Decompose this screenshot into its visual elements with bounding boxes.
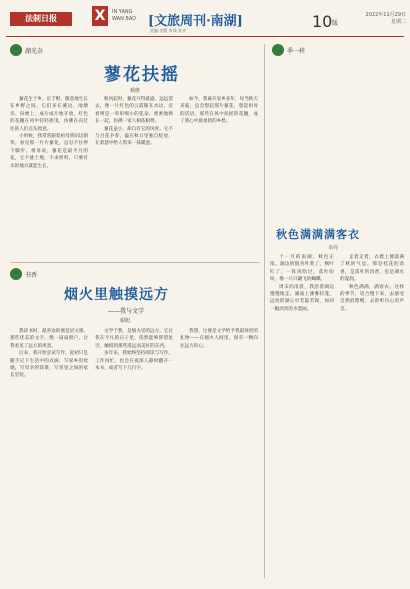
article3-paragraph-3: 走着走着，衣襟上便落满了秋的气息。那是桂花的余香，是落叶的清香，也是湖水的湿润。	[340, 255, 404, 283]
newspaper-logo: 法制日报	[10, 12, 72, 26]
article1-col-1	[10, 96, 88, 256]
article1-paragraph-4: 蓼花虽小，却自有它的风骨。它不与百花争春，偏在秋日里独自绽放，在萧瑟中给人带来一抹暖意。	[95, 126, 173, 147]
article1-paragraph-1: 蓼花生于乡，长于野，随意地生长在乡野之间。它们多在溪边、池塘旁、田埂上，成片成片地开放，红色的花穗在风中轻轻摇曳，仿佛在向过往的人们点头致意。	[10, 97, 88, 132]
article1-paragraph-5: 如今，我离开家乡多年，每当秋天来临，总会想起那片蓼花，想起祖母的话语。那些在风中扶摇的花穗，成了我心中最柔软的乡愁。	[180, 97, 258, 125]
article2-col-1	[10, 328, 88, 576]
article2-paragraph-1: 我读书时，最喜欢的便是语文课。那些优美的文字，像一扇扇窗户，让我看见了远方的风景。	[10, 329, 88, 349]
article-divider	[10, 262, 260, 263]
column-head-3	[272, 44, 305, 56]
date-line-2: 星期二	[390, 19, 406, 25]
article2-paragraph-4: 多年来，我始终坚持阅读与写作。工作再忙，也会在夜深人静时翻开一本书，或者写下几行字。	[95, 351, 173, 372]
article2-paragraph-5: 我想，这便是文学给予我最珍贵的礼物——在烟火人间里，保有一颗向往远方的心。	[180, 329, 258, 349]
column-head-2	[10, 268, 37, 280]
article2-subtitle: ——我与文学	[108, 308, 145, 315]
article2-col-2	[95, 328, 173, 576]
page-number: 10	[312, 12, 333, 31]
pinyin-name	[112, 9, 136, 23]
article3-author: 余亮	[328, 245, 339, 251]
article2-author: 谢旭	[120, 318, 131, 324]
section-title: [文旅周刊·南湖]	[148, 14, 243, 29]
article3-title: 秋色满满满客衣	[276, 228, 360, 241]
pinyin-line-1: IN YANG	[112, 9, 133, 15]
article3-paragraph-1: 十一月的南湖，秋色正浓。湖边的银杏叶黄了，枫叶红了，一阵风吹过，落叶纷纷，像一只只翩飞的蝴蝶。	[270, 255, 334, 283]
column-dot-icon	[10, 268, 22, 280]
header-rule	[6, 36, 404, 37]
article2-title: 烟火里触摸远方	[64, 287, 169, 303]
column-divider	[264, 44, 265, 578]
article3-col-1	[270, 254, 334, 578]
article2-paragraph-3: 文学于我，是烟火里的远方。它让我在平凡的日子里，依然能够仰望星空，触摸到那些遥远而美好的东西。	[95, 329, 173, 349]
date-line-1: 2022年11月29日	[365, 12, 406, 18]
article2-paragraph-2: 后来，我开始尝试写作。起初只是随手记下生活中的点滴，写家乡的炊烟，写母亲的饭菜，写邻里之间的家长里短。	[10, 351, 88, 379]
article1-title: 蓼花扶摇	[104, 65, 180, 85]
column-label-1: 湖光杂	[25, 47, 44, 55]
masthead	[0, 0, 410, 36]
article3-col-2	[340, 254, 404, 578]
article1-paragraph-3: 秋风起时，蓼花开得最盛。远远望去，像一片红色的云霞铺在水边，近看则是一串串细小的花朵，密密地挨在一起，仿佛一家人相依相偎。	[95, 97, 173, 125]
article1-col-2	[95, 96, 173, 256]
article1-paragraph-2: 小时候，我常常跟着祖母到田边割草，看见那一片片蓼花，总忍不住停下脚步。祖母说，蓼花是最平凡的花，它不挑土地，不求照料，只要有水的地方就能生长。	[10, 134, 88, 169]
column-label-3: 季一样	[287, 47, 306, 55]
article3-paragraph-2: 周末的清晨，我沿着湖边慢慢地走。湖面上薄雾轻笼，远处的湖心亭若隐若现，如同一幅淡淡的水墨画。	[270, 284, 334, 312]
column-label-2: 书香	[25, 271, 38, 279]
column-head-1	[10, 44, 43, 56]
article3-paragraph-4: 秋色满满，满客衣。这样的季节，适合慢下来，去感受自然的馈赠，去聆听内心的声音。	[340, 284, 404, 312]
article1-col-3	[180, 96, 258, 256]
pinyin-line-2: WAN BAO	[112, 16, 137, 22]
article2-col-3	[180, 328, 258, 576]
page-suffix: 版	[332, 20, 339, 27]
column-dot-icon	[272, 44, 284, 56]
article1-author: 杨斑	[130, 88, 141, 94]
column-dot-icon	[10, 44, 22, 56]
issue-date	[348, 12, 406, 26]
editors-line: 责编:金霞 审读:张卉	[150, 28, 186, 33]
x-logo-mark: X	[92, 6, 108, 26]
